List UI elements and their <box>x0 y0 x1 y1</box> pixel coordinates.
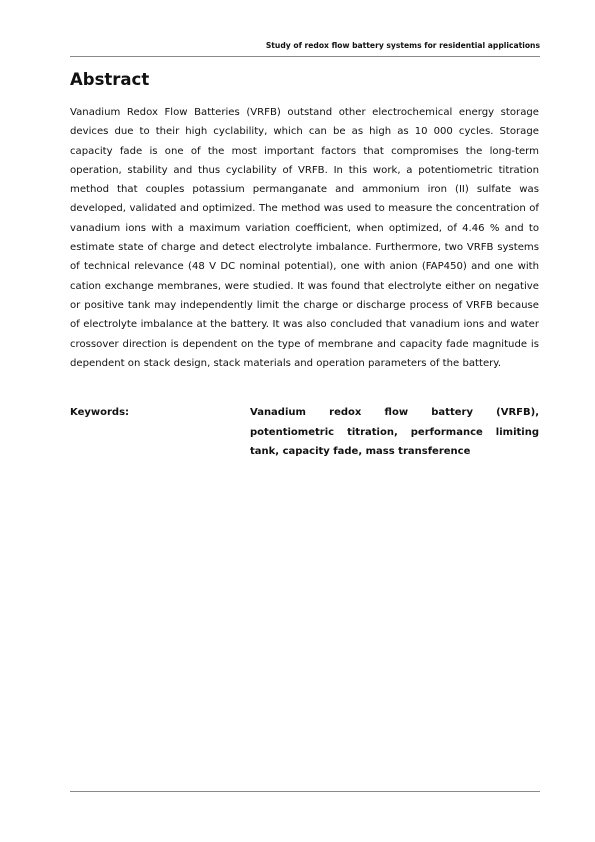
running-header: Study of redox flow battery systems for residential applications <box>265 41 540 50</box>
footer-divider <box>70 791 540 792</box>
keywords-value: Vanadium redox flow battery (VRFB), potentiometric titration, performance limiting tank, capacity fade, mass transference <box>250 407 539 457</box>
keywords-label: Keywords: <box>70 407 130 418</box>
header-divider <box>70 56 540 57</box>
abstract-heading: Abstract <box>70 70 150 89</box>
abstract-body: Vanadium Redox Flow Batteries (VRFB) outstand other electrochemical energy storage devices due to their high cyclability, which can be as high as 10 000 cycles. Storage capacity fade is one of the most important factors that compromises the long-term operation, stability and thus cyclability of VRFB. In this work, a potentiometric titration method that couples potassium permanganate and ammonium iron (II) sulfate was developed, validated and optimized. The method was used to measure the concentration of vanadium ions with a maximum variation coefficient, when optimized, of 4.46 % and to estimate state of charge and detect electrolyte imbalance. Furthermore, two VRFB systems of technical relevance (48 V DC nominal potential), one with anion (FAP450) and one with cation exchange membranes, were studied. It was found that electrolyte either on negative or positive tank may independently limit the charge or discharge process of VRFB because of electrolyte imbalance at the battery. It was also concluded that vanadium ions and water crossover direction is dependent on the type of membrane and capacity fade magnitude is dependent on stack design, stack materials and operation parameters of the battery. <box>70 107 539 369</box>
